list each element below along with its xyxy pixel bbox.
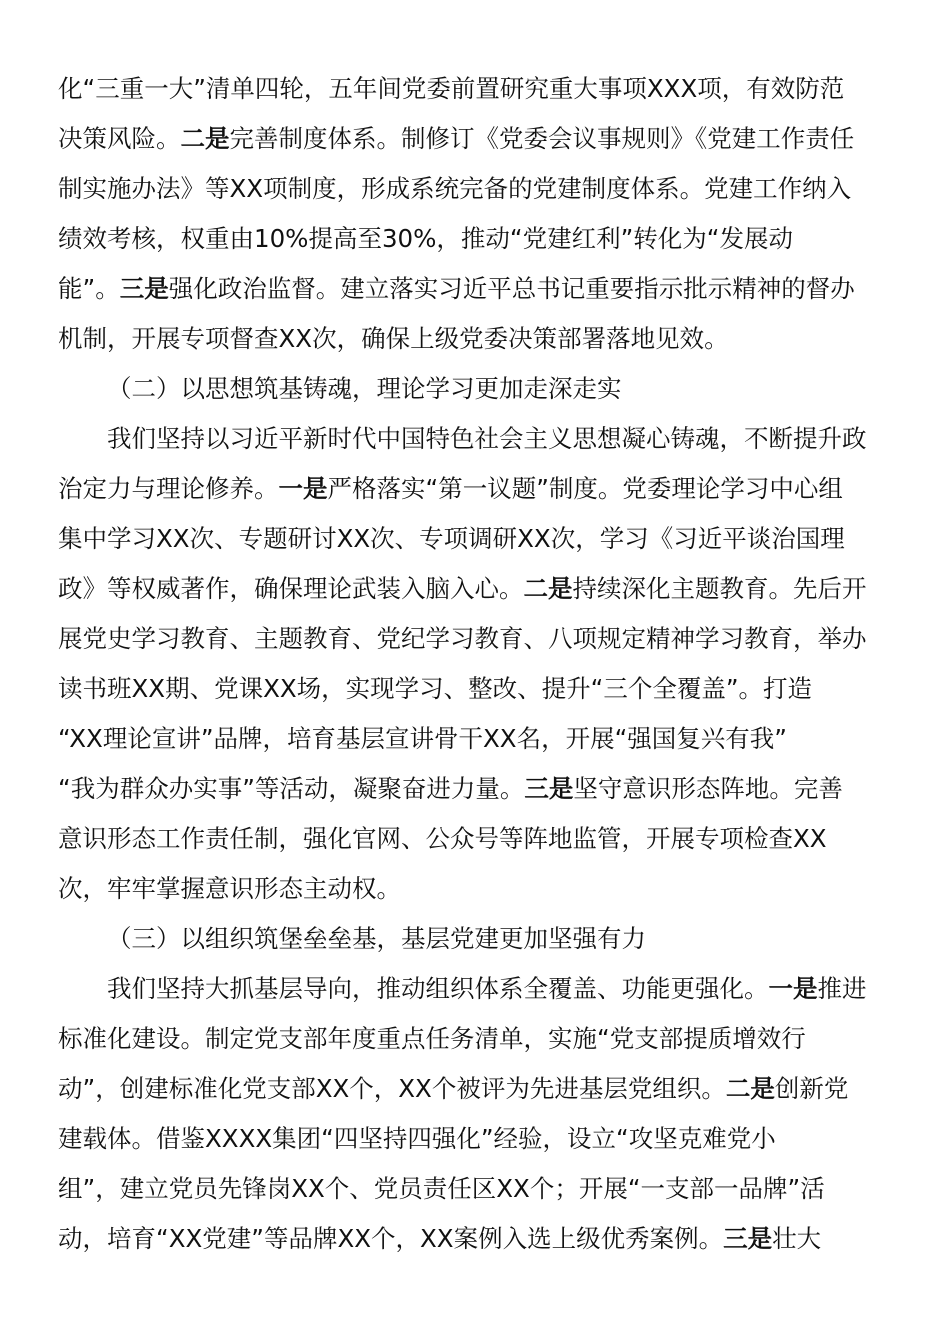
paragraph-line <box>58 214 892 264</box>
text-run: 集中学习XX次、专题研讨XX次、专项调研XX次，学习《习近平谈治国理 <box>58 524 845 553</box>
bold-lead-text: 一是 <box>278 474 328 503</box>
document-body <box>58 64 892 1264</box>
text-run: 次，牢牢掌握意识形态主动权。 <box>58 874 401 903</box>
text-run: 创新党 <box>774 1074 849 1103</box>
paragraph-line <box>58 564 892 614</box>
text-run: “XX理论宣讲”品牌，培育基层宣讲骨干XX名，开展“强国复兴有我” <box>58 724 787 753</box>
text-run: 我们坚持以习近平新时代中国特色社会主义思想凝心铸魂，不断提升政 <box>107 424 867 453</box>
paragraph-line <box>58 64 892 114</box>
text-run: 强化政治监督。建立落实习近平总书记重要指示批示精神的督办 <box>168 274 855 303</box>
paragraph-line <box>58 1164 892 1214</box>
paragraph-line <box>58 264 892 314</box>
text-run: 坚守意识形态阵地。完善 <box>573 774 843 803</box>
bold-lead-text: 一是 <box>768 974 818 1003</box>
paragraph-line <box>58 1014 892 1064</box>
text-run: 组”，建立党员先锋岗XX个、党员责任区XX个；开展“一支部一品牌”活 <box>58 1174 825 1203</box>
text-run: 意识形态工作责任制，强化官网、公众号等阵地监管，开展专项检查XX <box>58 824 827 853</box>
paragraph-line <box>58 1214 892 1264</box>
paragraph-line <box>58 1114 892 1164</box>
text-run: 政》等权威著作，确保理论武装入脑入心。 <box>58 574 524 603</box>
text-run: 动，培育“XX党建”等品牌XX个，XX案例入选上级优秀案例。 <box>58 1224 724 1253</box>
text-run: 完善制度体系。制修订《党委会议事规则》《党建工作责任 <box>229 124 855 153</box>
text-run: （二）以思想筑基铸魂，理论学习更加走深走实 <box>107 374 622 403</box>
text-run: 绩效考核，权重由10%提高至30%，推动“党建红利”转化为“发展动 <box>58 224 793 253</box>
text-run: 持续深化主题教育。先后开 <box>572 574 867 603</box>
text-run: （三）以组织筑堡垒垒基，基层党建更加坚强有力 <box>107 924 646 953</box>
paragraph-line <box>58 614 892 664</box>
text-run: 读书班XX期、党课XX场，实现学习、整改、提升“三个全覆盖”。打造 <box>58 674 813 703</box>
text-run: 标准化建设。制定党支部年度重点任务清单，实施“党支部提质增效行 <box>58 1024 806 1053</box>
paragraph-line <box>58 514 892 564</box>
paragraph-line <box>58 664 892 714</box>
text-run: 能”。 <box>58 274 120 303</box>
paragraph-line <box>58 814 892 864</box>
bold-lead-text: 二是 <box>180 124 230 153</box>
text-run: 严格落实“第一议题”制度。党委理论学习中心组 <box>327 474 843 503</box>
text-run: 机制，开展专项督查XX次，确保上级党委决策部署落地见效。 <box>58 324 729 353</box>
paragraph-line <box>58 114 892 164</box>
text-run: 决策风险。 <box>58 124 181 153</box>
paragraph-line <box>58 164 892 214</box>
text-run: 制实施办法》等XX项制度，形成系统完备的党建制度体系。党建工作纳入 <box>58 174 852 203</box>
paragraph-line <box>58 414 892 464</box>
paragraph-line <box>58 464 892 514</box>
section-heading <box>58 364 892 414</box>
text-run: “我为群众办实事”等活动，凝聚奋进力量。 <box>58 774 525 803</box>
text-run: 我们坚持大抓基层导向，推动组织体系全覆盖、功能更强化。 <box>107 974 769 1003</box>
text-run: 建载体。借鉴XXXX集团“四坚持四强化”经验，设立“攻坚克难党小 <box>58 1124 776 1153</box>
section-heading <box>58 914 892 964</box>
text-run: 化“三重一大”清单四轮，五年间党委前置研究重大事项XXX项，有效防范 <box>58 74 845 103</box>
text-run: 展党史学习教育、主题教育、党纪学习教育、八项规定精神学习教育，举办 <box>58 624 867 653</box>
paragraph-line <box>58 714 892 764</box>
bold-lead-text: 三是 <box>524 774 574 803</box>
text-run: 壮大 <box>772 1224 822 1253</box>
bold-lead-text: 二是 <box>523 574 573 603</box>
bold-lead-text: 三是 <box>119 274 169 303</box>
text-run: 推进 <box>817 974 867 1003</box>
paragraph-line <box>58 1064 892 1114</box>
paragraph-line <box>58 314 892 364</box>
paragraph-line <box>58 764 892 814</box>
paragraph-line <box>58 964 892 1014</box>
text-run: 动”，创建标准化党支部XX个，XX个被评为先进基层党组织。 <box>58 1074 726 1103</box>
bold-lead-text: 三是 <box>723 1224 773 1253</box>
text-run: 治定力与理论修养。 <box>58 474 279 503</box>
paragraph-line <box>58 864 892 914</box>
bold-lead-text: 二是 <box>725 1074 775 1103</box>
